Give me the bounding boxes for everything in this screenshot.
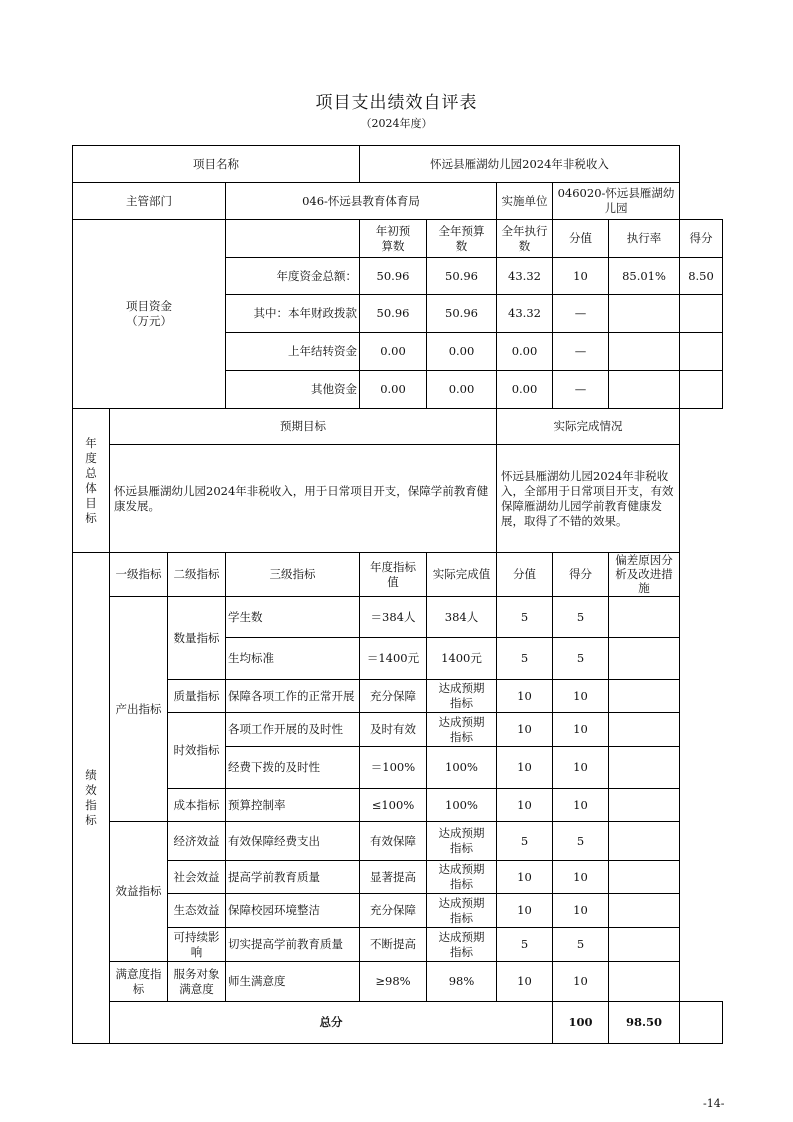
indicator-name: 切实提高学前教育质量	[226, 928, 360, 962]
indicator-row	[73, 713, 723, 747]
goals-header-row	[73, 409, 723, 445]
indicator-score: 10	[553, 861, 609, 894]
indicator-score: 10	[553, 962, 609, 1002]
funds-weight: —	[553, 295, 609, 333]
funds-row-label: 上年结转资金	[226, 333, 360, 371]
unit-value: 046020-怀远县雁湖幼儿园	[553, 183, 680, 220]
funds-exec: 43.32	[497, 258, 553, 295]
indicator-score: 10	[553, 713, 609, 747]
page-subtitle: （2024年度）	[360, 117, 433, 130]
funds-exec: 43.32	[497, 295, 553, 333]
funds-rate	[609, 295, 680, 333]
department-row	[73, 183, 723, 220]
funds-score	[680, 371, 723, 409]
header-annual-execution: 全年执行 数	[497, 220, 553, 258]
funds-score	[680, 295, 723, 333]
indicator-target: 有效保障	[360, 822, 427, 861]
funds-initial: 0.00	[360, 371, 427, 409]
performance-table	[72, 145, 723, 1044]
indicator-deviation	[609, 747, 680, 789]
indicator-target: 充分保障	[360, 680, 427, 713]
indicator-name: 学生数	[226, 597, 360, 638]
funds-rate: 85.01%	[609, 258, 680, 295]
sub-quantity: 数量指标	[168, 597, 226, 680]
indicator-score: 10	[553, 680, 609, 713]
indicator-target: 不断提高	[360, 928, 427, 962]
indicator-score: 10	[553, 789, 609, 822]
indicator-actual: 达成预期 指标	[427, 928, 497, 962]
funds-initial: 50.96	[360, 258, 427, 295]
goals-actual-header: 实际完成情况	[497, 409, 680, 445]
header-deviation: 偏差原因分 析及改进措 施	[609, 553, 680, 597]
dept-label: 主管部门	[73, 183, 226, 220]
indicator-target: ≤100%	[360, 789, 427, 822]
unit-label: 实施单位	[497, 183, 553, 220]
indicator-row	[73, 789, 723, 822]
header-annual-target: 年度指标 值	[360, 553, 427, 597]
funds-initial: 50.96	[360, 295, 427, 333]
indicator-header-row	[73, 553, 723, 597]
indicator-actual: 384人	[427, 597, 497, 638]
indicator-actual: 达成预期 指标	[427, 894, 497, 928]
indicator-actual: 达成预期 指标	[427, 861, 497, 894]
indicator-weight: 10	[497, 861, 553, 894]
goals-actual-text: 怀远县雁湖幼儿园2024年非税收入，全部用于日常项目开支，有效保障雁湖幼儿园学前教育健康发展，取得了不错的效果。	[497, 445, 680, 553]
project-name-row	[73, 146, 723, 183]
goals-expected-header: 预期目标	[110, 409, 497, 445]
header-level2: 二级指标	[168, 553, 226, 597]
indicator-deviation	[609, 928, 680, 962]
header-score: 得分	[553, 553, 609, 597]
funds-weight: 10	[553, 258, 609, 295]
funds-row-label: 其他资金	[226, 371, 360, 409]
indicator-name: 预算控制率	[226, 789, 360, 822]
indicator-weight: 10	[497, 680, 553, 713]
indicator-row	[73, 962, 723, 1002]
header-level3: 三级指标	[226, 553, 360, 597]
funds-annual: 50.96	[427, 295, 497, 333]
indicator-weight: 5	[497, 597, 553, 638]
indicator-target: ＝1400元	[360, 638, 427, 680]
indicator-deviation	[609, 822, 680, 861]
indicator-name: 保障各项工作的正常开展	[226, 680, 360, 713]
funds-weight: —	[553, 333, 609, 371]
indicator-target: 及时有效	[360, 713, 427, 747]
funds-rate	[609, 371, 680, 409]
funds-annual: 0.00	[427, 333, 497, 371]
indicator-weight: 10	[497, 962, 553, 1002]
funds-header-row	[73, 220, 723, 258]
indicator-name: 师生满意度	[226, 962, 360, 1002]
funds-initial: 0.00	[360, 333, 427, 371]
indicator-deviation	[609, 680, 680, 713]
funds-exec: 0.00	[497, 371, 553, 409]
indicator-score: 10	[553, 747, 609, 789]
indicator-weight: 10	[497, 789, 553, 822]
indicator-row	[73, 822, 723, 861]
indicator-target: ＝384人	[360, 597, 427, 638]
indicator-deviation	[609, 962, 680, 1002]
header-annual-budget: 全年预算 数	[427, 220, 497, 258]
indicator-row	[73, 597, 723, 638]
indicator-deviation	[609, 894, 680, 928]
goals-label: 年 度 总 体 目 标	[73, 409, 110, 553]
funds-annual: 0.00	[427, 371, 497, 409]
project-name-value: 怀远县雁湖幼儿园2024年非税收入	[360, 146, 680, 183]
page-number: -14-	[703, 1097, 725, 1110]
indicator-name: 经费下拨的及时性	[226, 747, 360, 789]
indicator-deviation	[609, 638, 680, 680]
indicator-actual: 达成预期 指标	[427, 680, 497, 713]
indicator-weight: 10	[497, 894, 553, 928]
indicator-target: 显著提高	[360, 861, 427, 894]
indicator-weight: 5	[497, 928, 553, 962]
funds-score: 8.50	[680, 258, 723, 295]
indicator-actual: 1400元	[427, 638, 497, 680]
total-label: 总分	[110, 1002, 553, 1044]
total-deviation	[680, 1002, 723, 1044]
indicator-name: 生均标准	[226, 638, 360, 680]
indicator-deviation	[609, 597, 680, 638]
indicator-name: 提高学前教育质量	[226, 861, 360, 894]
total-score: 98.50	[609, 1002, 680, 1044]
indicator-weight: 5	[497, 822, 553, 861]
indicator-target: ＝100%	[360, 747, 427, 789]
indicator-deviation	[609, 861, 680, 894]
funds-weight: —	[553, 371, 609, 409]
indicator-target: ≥98%	[360, 962, 427, 1002]
indicator-score: 5	[553, 822, 609, 861]
sub-economic: 经济效益	[168, 822, 226, 861]
sub-cost: 成本指标	[168, 789, 226, 822]
indicator-target: 充分保障	[360, 894, 427, 928]
header-score: 得分	[680, 220, 723, 258]
funds-row-label: 其中：本年财政拨款	[226, 295, 360, 333]
indicator-actual: 100%	[427, 747, 497, 789]
header-execution-rate: 执行率	[609, 220, 680, 258]
funds-row-label: 年度资金总额：	[226, 258, 360, 295]
indicator-name: 各项工作开展的及时性	[226, 713, 360, 747]
group-benefit: 效益指标	[110, 822, 168, 962]
indicator-actual: 达成预期 指标	[427, 822, 497, 861]
indicator-score: 5	[553, 597, 609, 638]
sub-quality: 质量指标	[168, 680, 226, 713]
sub-social: 社会效益	[168, 861, 226, 894]
total-weight: 100	[553, 1002, 609, 1044]
sub-service: 服务对象 满意度	[168, 962, 226, 1002]
indicator-row	[73, 680, 723, 713]
indicator-actual: 100%	[427, 789, 497, 822]
header-weight: 分值	[497, 553, 553, 597]
indicator-row	[73, 928, 723, 962]
indicator-weight: 5	[497, 638, 553, 680]
sub-timeliness: 时效指标	[168, 713, 226, 789]
funds-score	[680, 333, 723, 371]
indicator-weight: 10	[497, 747, 553, 789]
indicator-score: 10	[553, 894, 609, 928]
dept-value: 046-怀远县教育体育局	[226, 183, 497, 220]
header-score-value: 分值	[553, 220, 609, 258]
funds-rate	[609, 333, 680, 371]
indicator-deviation	[609, 789, 680, 822]
indicator-deviation	[609, 713, 680, 747]
page-title: 项目支出绩效自评表	[315, 93, 478, 113]
goals-content-row	[73, 445, 723, 553]
header-actual: 实际完成值	[427, 553, 497, 597]
indicators-label: 绩 效 指 标	[73, 553, 110, 1044]
funds-annual: 50.96	[427, 258, 497, 295]
indicator-name: 保障校园环境整洁	[226, 894, 360, 928]
group-satisfaction: 满意度指 标	[110, 962, 168, 1002]
indicator-name: 有效保障经费支出	[226, 822, 360, 861]
funds-label: 项目资金 （万元）	[73, 220, 226, 409]
header-initial-budget: 年初预 算数	[360, 220, 427, 258]
funds-exec: 0.00	[497, 333, 553, 371]
indicator-weight: 10	[497, 713, 553, 747]
goals-expected-text: 怀远县雁湖幼儿园2024年非税收入，用于日常项目开支，保障学前教育健康发展。	[110, 445, 497, 553]
header-level1: 一级指标	[110, 553, 168, 597]
total-row	[73, 1002, 723, 1044]
project-name-label: 项目名称	[73, 146, 360, 183]
indicator-row	[73, 861, 723, 894]
indicator-score: 5	[553, 638, 609, 680]
sub-ecological: 生态效益	[168, 894, 226, 928]
funds-header-blank	[226, 220, 360, 258]
indicator-actual: 98%	[427, 962, 497, 1002]
indicator-actual: 达成预期 指标	[427, 713, 497, 747]
indicator-score: 5	[553, 928, 609, 962]
group-output: 产出指标	[110, 597, 168, 822]
sub-sustainable: 可持续影 响	[168, 928, 226, 962]
indicator-row	[73, 894, 723, 928]
